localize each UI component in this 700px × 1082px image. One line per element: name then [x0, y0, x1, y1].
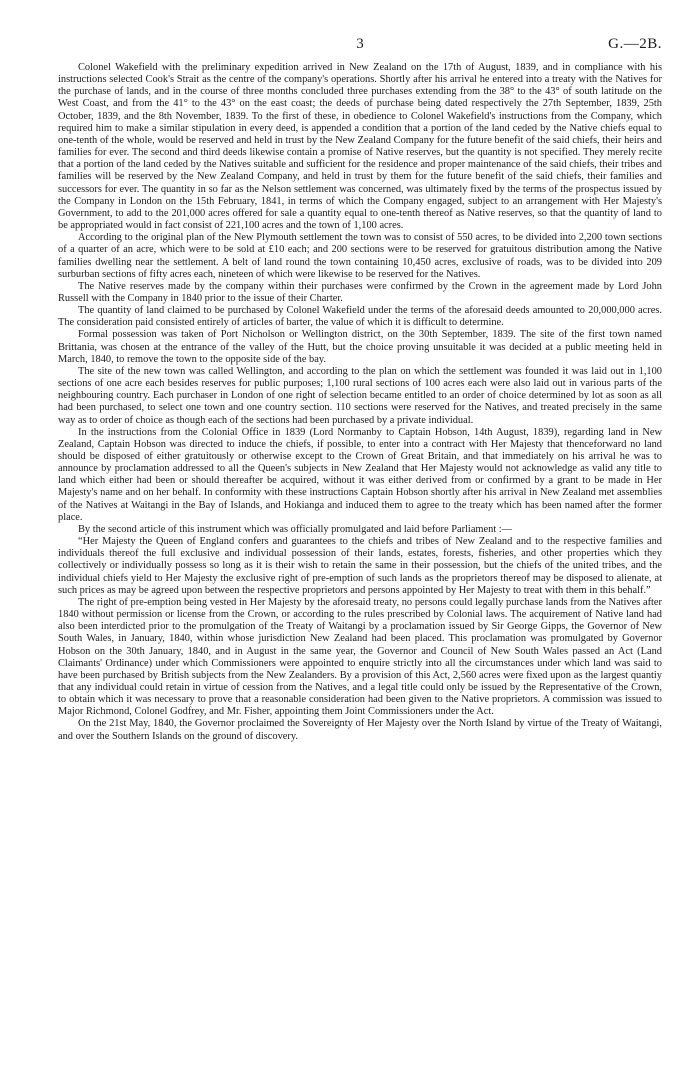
- paragraph-colonial-instructions: In the instructions from the Colonial Office in 1839 (Lord Normanby to Captain Hobson, 14th August, 1839), regarding land in New Zealand, Captain Hobson was directed to induce the chiefs, if possible, to enter into a contract with Her Majesty that thenceforward no land should be disposed of either gratuitously or otherwise except to the Crown of Great Britain, and that immediately on his arrival he was to announce by proclamation addressed to all the Queen's subjects in New Zealand that Her Majesty would not acknowledge as valid any title to land which either had been or should thereafter be acquired, without it was either derived from or confirmed by a grant to be made in Her Majesty's name and on her behalf. In conformity with these instructions Captain Hobson shortly after his arrival in New Zealand met assemblies of the Natives at Waitangi in the Bay of Islands, and Hokianga and induced them to agree to the treaty which has been named after the former place.: [58, 426, 662, 523]
- paragraph-land-quantity: The quantity of land claimed to be purchased by Colonel Wakefield under the terms of the aforesaid deeds amounted to 20,000,000 acres. The consideration paid consisted entirely of articles of barter, the value of which it is difficult to determine.: [58, 305, 662, 329]
- paragraph-formal-possession: Formal possession was taken of Port Nicholson or Wellington district, on the 30th September, 1839. The site of the first town named Brittania, was chosen at the entrance of the valley of the Hutt, but the choice proving unsuitable it was decided at a public meeting held in March, 1840, to remove the town to the opposite side of the bay.: [58, 329, 662, 365]
- document-reference: G.—2B.: [608, 36, 662, 52]
- page-header: [58, 36, 662, 62]
- paragraph-sovereignty: On the 21st May, 1840, the Governor proclaimed the Sovereignty of Her Majesty over the North Island by virtue of the Treaty of Waitangi, and over the Southern Islands on the ground of discovery.: [58, 718, 662, 742]
- body-text: [58, 62, 662, 743]
- paragraph-wakefield-expedition: Colonel Wakefield with the preliminary expedition arrived in New Zealand on the 17th of August, 1839, and in compliance with his instructions selected Cook's Strait as the centre of the company's operations. Shortly after his arrival he entered into a treaty with the Natives for the purchase of lands, and in the course of three months concluded three purchases extending from the 38° to the 43° of south latitude on the West Coast, and from the 41° to the 43° on the east coast; the deeds of purchase being dated respectively the 27th September, 1839, 25th October, 1839, and the 8th November, 1839. To the first of these, in obedience to Colonel Wakefield's instructions from the Company, which required him to make a similar stipulation in every deed, is appended a condition that a portion of the land ceded by the Native chiefs equal to one-tenth of the whole, would be reserved and held in trust by the New Zealand Company for the future benefit of the said chiefs, their heirs and families for ever. The second and third deeds likewise contain a promise of Native reserves, but the quantity is not specified. They merely recite that a portion of the land ceded by the Natives suitable and sufficient for the residence and proper maintenance of the said chiefs, their tribes and families will be reserved by the New Zealand Company, and held in trust by them for the future benefit of the said chiefs, their families and successors for ever. The quantity in so far as the Nelson settlement was concerned, was ultimately fixed by the terms of the prospectus issued by the Company in London on the 15th February, 1841, in terms of which the Company engaged, subject to an arrangement with Her Majesty's Government, to add to the 201,000 acres offered for sale a quantity equal to one-tenth thereof as Native reserves, so that the quantity of land to be appropriated would in fact consist of 221,100 acres and the town of 1,100 acres.: [58, 62, 662, 232]
- paragraph-wellington-site: The site of the new town was called Wellington, and according to the plan on which the settlement was founded it was laid out in 1,100 sections of one acre each besides reserves for public purposes; 1,100 rural sections of 100 acres each were also laid out in various parts of the neighbouring country. Each purchaser in London of one right of selection became entitled to an order of choice determined by lot as soon as all had been purchased, to select one town and one country section. 110 sections were reserved for the Natives, and treated precisely in the same way as to order of choice as though each of the sections had been purchased by a private individual.: [58, 365, 662, 426]
- paragraph-treaty-quote: “Her Majesty the Queen of England confers and guarantees to the chiefs and tribes of New Zealand and to the respective families and individuals thereof the full exclusive and individual possession of their lands, estates, forests, fisheries, and other properties which they collectively or individually possess so long as it is their wish to retain the same in their possession, but the chiefs of the united tribes, and the individual chiefs yield to Her Majesty the exclusive right of pre-emption of such lands as the proprietors thereof may be disposed to alienate, at such prices as may be agreed upon between the respective proprietors and persons appointed by Her Majesty to treat with them in this behalf.”: [58, 536, 662, 596]
- paragraph-reserves-confirmed: The Native reserves made by the company within their purchases were confirmed by the Crown in the agreement made by Lord John Russell with the Company in 1840 prior to the issue of their Charter.: [58, 280, 662, 304]
- paragraph-new-plymouth-plan: According to the original plan of the New Plymouth settlement the town was to consist of 550 acres, to be divided into 2,200 town sections of a quarter of an acre, which were to be sold at £10 each; and 200 sections were to be reserved for gratuitous distribution among the Native families dwelling near the settlement. A belt of land round the town containing 10,450 acres, exclusive of roads, was to be divided into 209 surburban sections of fifty acres each, nineteen of which were likewise to be reserved for the Natives.: [58, 232, 662, 280]
- page-number: 3: [356, 36, 364, 52]
- paragraph-second-article: By the second article of this instrument which was officially promulgated and laid before Parliament :—: [78, 523, 513, 535]
- paragraph-pre-emption: The right of pre-emption being vested in Her Majesty by the aforesaid treaty, no persons could legally purchase lands from the Natives after 1840 without permission or license from the Crown, or according to the rules prescribed by Colonial laws. The acquirement of Native land had also been interdicted prior to the promulgation of the Treaty of Waitangi by a proclamation issued by Sir George Gipps, the Governor of New South Wales, in January, 1840, within whose jurisdiction New Zealand had been placed. This proclamation was promulgated by Governor Hobson on the 30th January, 1840, and in August in the same year, the Governor and Council of New South Wales passed an Act (Land Claimants' Ordinance) under which Commissioners were appointed to enquire strictly into all the circumstances under which land was said to have been purchased by British subjects from the New Zealanders. By a provision of this Act, 2,560 acres were fixed upon as the largest quantiy that any individual could retain in virtue of cession from the Natives, and a legal title could only be issued by the Representative of the Crown, to obtain which it was necessary to prove that a reasonable consideration had been given to the Native proprietors. A commission was issued to Major Richmond, Colonel Godfrey, and Mr. Fisher, appointing them Joint Commissioners under the Act.: [58, 596, 662, 718]
